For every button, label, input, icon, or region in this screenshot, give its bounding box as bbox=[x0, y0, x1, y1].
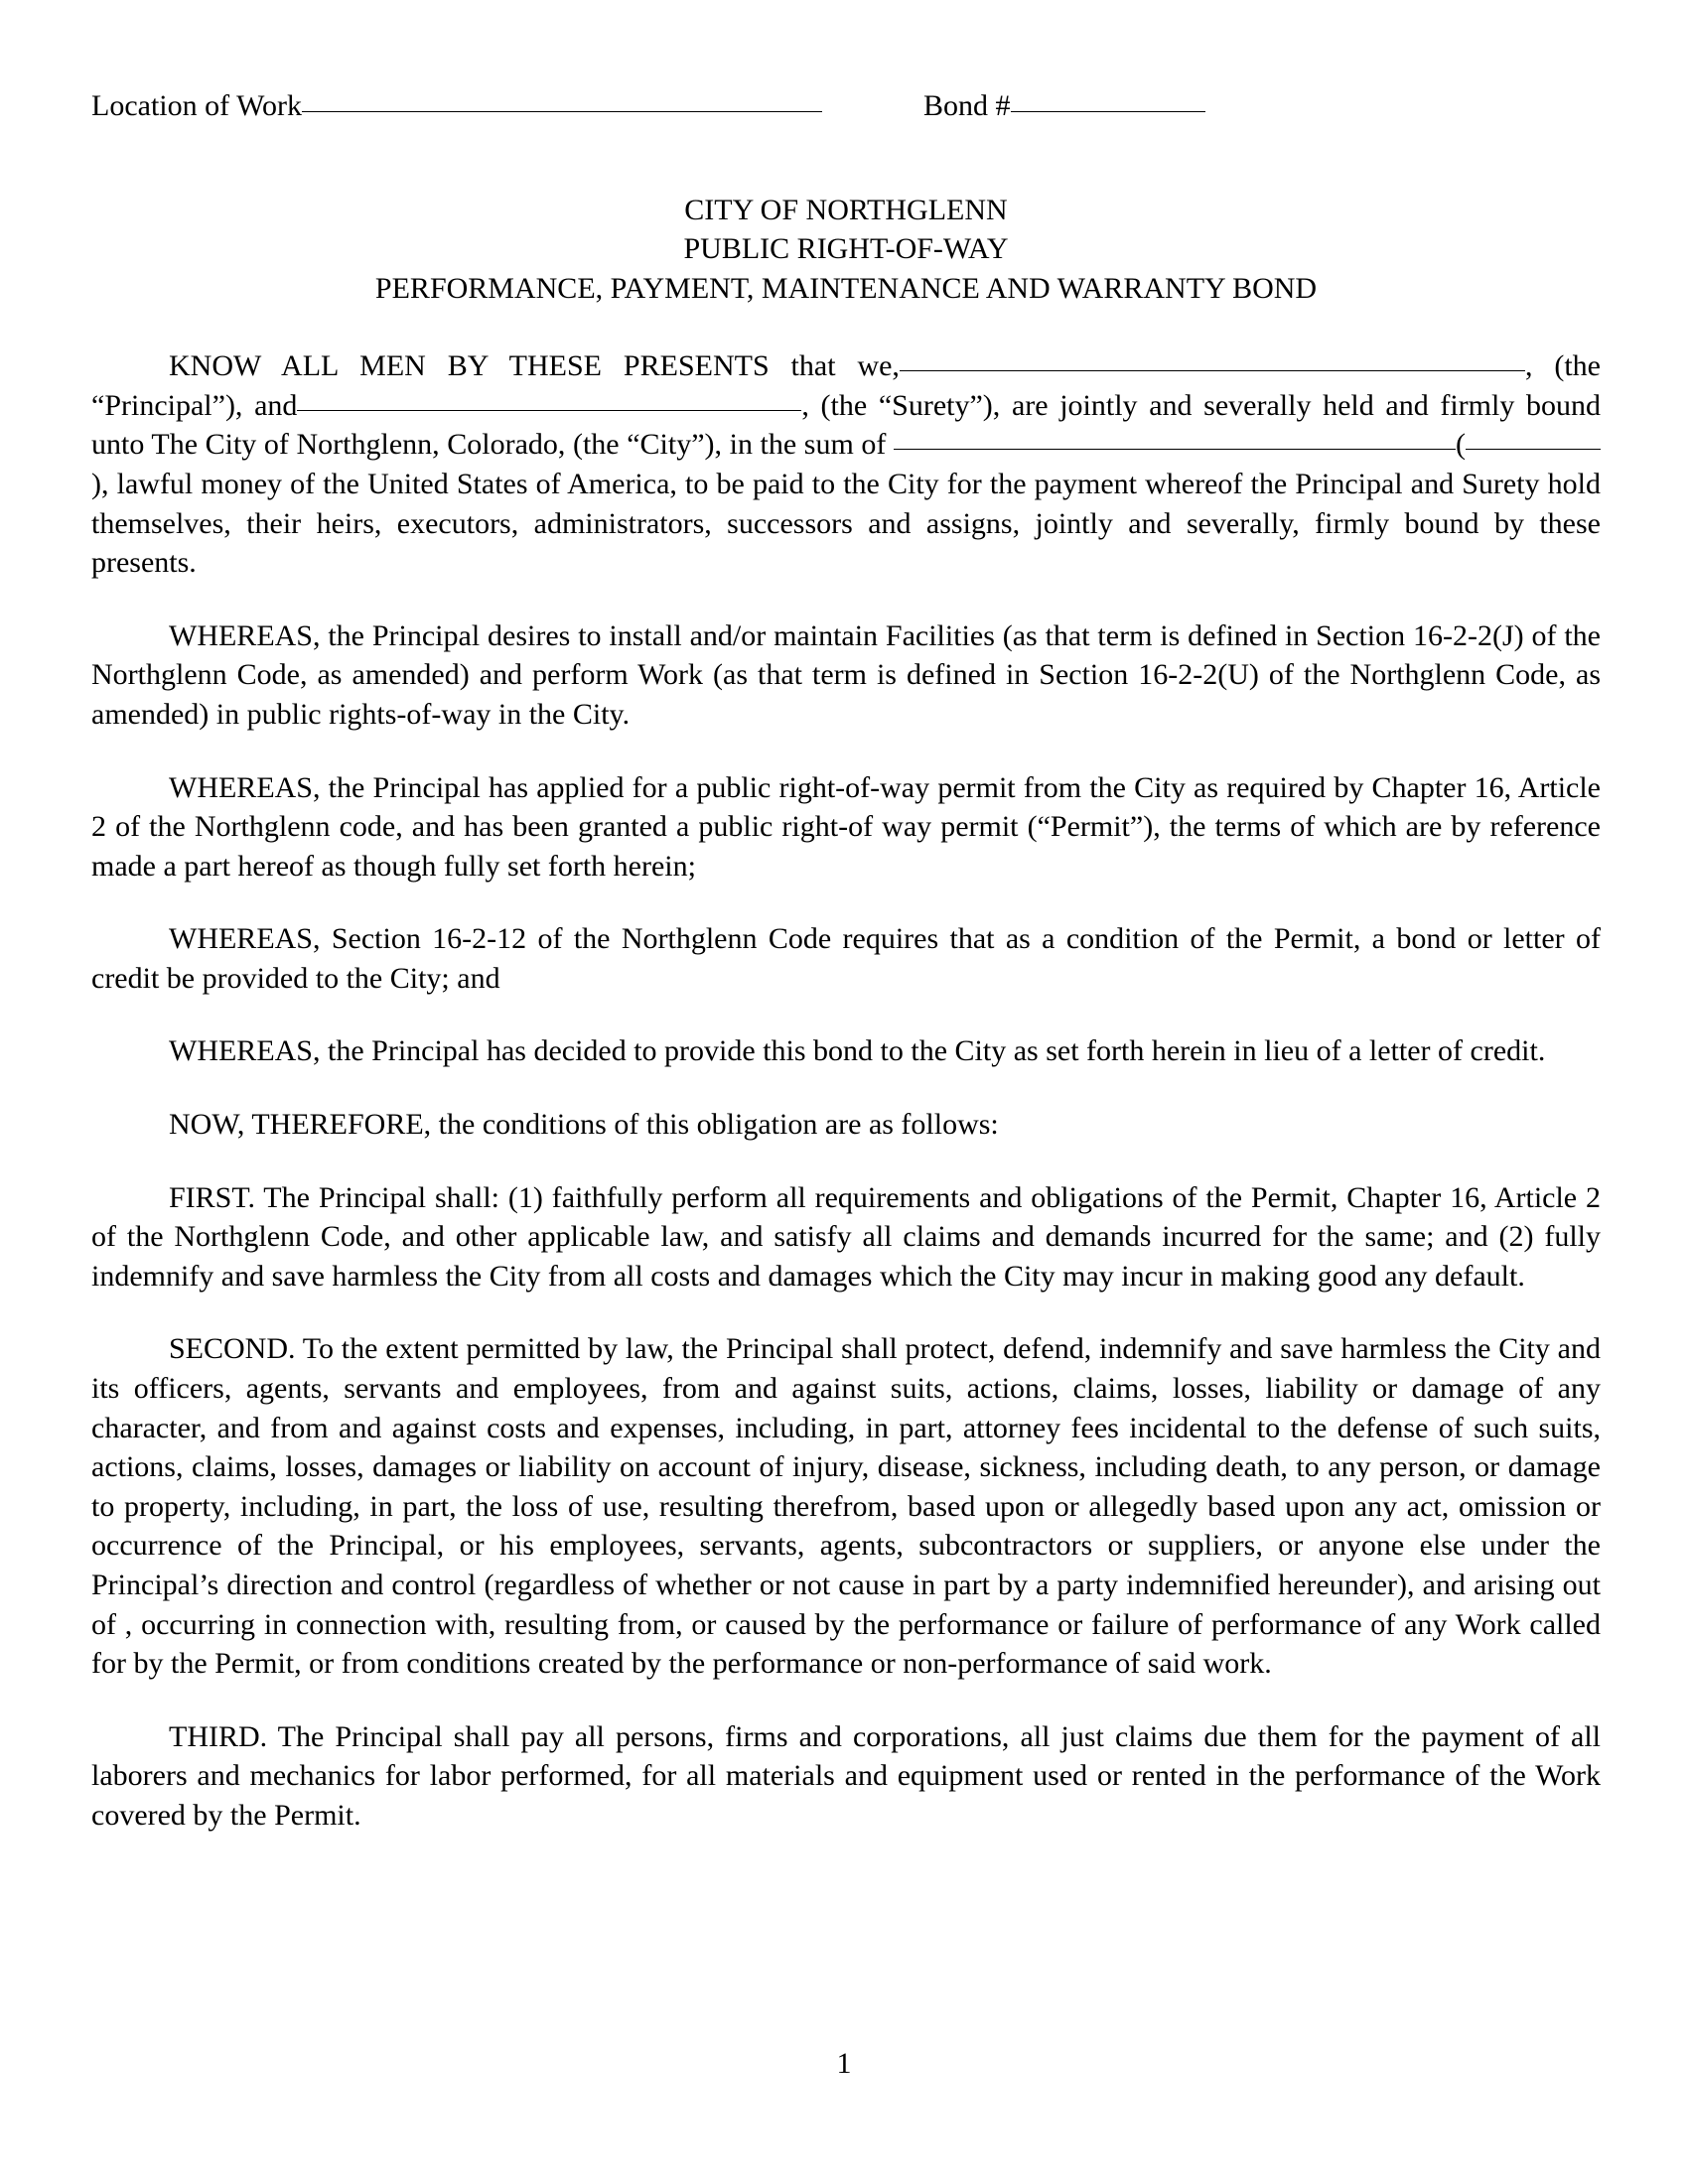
paragraph-whereas-1 bbox=[91, 616, 1601, 735]
bond-sum-words-blank[interactable] bbox=[894, 448, 1456, 450]
preamble-text-c: (the “Principal”), and bbox=[91, 349, 1601, 422]
location-of-work-blank[interactable] bbox=[302, 110, 822, 112]
whereas-3-text: WHEREAS, Section 16-2-12 of the Northglenn Code requires that as a condition of the Permit, a bond or letter of credit be provided to the City; and bbox=[91, 922, 1601, 995]
whereas-1-text: WHEREAS, the Principal desires to install and/or maintain Facilities (as that term is defined in Section 16-2-2(J) of the Northglenn Code, as amended) and perform Work (as that term is defined in Section 16-2-2(U) of the Northglenn Code, as amended) in public rights-of-way in the City. bbox=[91, 618, 1601, 731]
now-therefore-text: NOW, THEREFORE, the conditions of this obligation are as follows: bbox=[169, 1108, 999, 1142]
whereas-2-text: WHEREAS, the Principal has applied for a public right-of-way permit from the City as required by Chapter 16, Article 2 of the Northglenn code, and has been granted a public right-of way permit (“Permit”), the terms of which are by reference made a part hereof as though fully set forth herein; bbox=[91, 770, 1601, 883]
bond-number-blank[interactable] bbox=[1011, 110, 1205, 112]
paragraph-second bbox=[91, 1329, 1601, 1683]
paragraph-whereas-3 bbox=[91, 919, 1601, 998]
whereas-4-text: WHEREAS, the Principal has decided to provide this bond to the City as set forth herein in lieu of a letter of credit. bbox=[169, 1034, 1546, 1068]
title-line-subject: PUBLIC RIGHT-OF-WAY bbox=[683, 232, 1009, 266]
location-of-work-field bbox=[91, 87, 822, 125]
first-condition-text: FIRST. The Principal shall: (1) faithfully perform all requirements and obligations of the Permit, Chapter 16, Article 2 of the Northglenn Code, and other applicable law, and satisfy all claims and demands incurred for the same; and (2) fully indemnify and save harmless the City from all costs and damages which the City may incur in making good any default. bbox=[91, 1180, 1601, 1293]
document-title-block bbox=[91, 191, 1601, 310]
principal-name-blank-2[interactable] bbox=[1376, 369, 1525, 371]
paragraph-first bbox=[91, 1178, 1601, 1297]
title-line-bond-type: PERFORMANCE, PAYMENT, MAINTENANCE AND WARRANTY BOND bbox=[374, 272, 1318, 306]
preamble-text-e: ( bbox=[1456, 428, 1467, 462]
bond-number-label: Bond # bbox=[922, 89, 1011, 122]
location-of-work-label: Location of Work bbox=[91, 89, 302, 122]
paragraph-now-therefore bbox=[91, 1105, 1601, 1145]
document-content bbox=[91, 87, 1601, 1836]
surety-name-blank-2[interactable] bbox=[543, 409, 801, 411]
surety-name-blank[interactable] bbox=[297, 409, 543, 411]
preamble-text-d: , (the “Surety”), are jointly and severally held and firmly bound unto The City of Northglenn, Colorado, (the “City”), in the sum of bbox=[91, 388, 1601, 462]
principal-name-blank[interactable] bbox=[900, 369, 1376, 371]
bond-number-field bbox=[923, 87, 1205, 125]
title-line-city: CITY OF NORTHGLENN bbox=[684, 193, 1008, 226]
third-condition-text: THIRD. The Principal shall pay all persons, firms and corporations, all just claims due them for the payment of all laborers and mechanics for labor performed, for all materials and equipment used or rented in the performance of the Work covered by the Permit. bbox=[91, 1719, 1601, 1832]
page-number: 1 bbox=[836, 2047, 852, 2080]
second-condition-text: SECOND. To the extent permitted by law, the Principal shall protect, defend, indemnify and save harmless the City and its officers, agents, servants and employees, from and against suits, actions, claims, losses, liability or damage of any character, and from and against costs and expenses, including, in part, attorney fees incidental to the defense of such suits, actions, claims, losses, damages or liability on account of injury, disease, sickness, including death, to any person, or damage to property, including, in part, the loss of use, resulting therefrom, based upon or allegedly based upon any act, omission or occurrence of the Principal, or his employees, servants, agents, subcontractors or suppliers, or anyone else under the Principal’s direction and control (regardless of whether or not cause in part by a party indemnified hereunder), and arising out of , occurring in connection with, resulting from, or caused by the performance or failure of performance of any Work called for by the Permit, or from conditions created by the performance or non-performance of said work. bbox=[91, 1332, 1601, 1681]
preamble-text-f: ), lawful money of the United States of America, to be paid to the City for the payment whereof the Principal and Surety hold themselves, their heirs, executors, administrators, successors and assigns, jointly and severally, firmly bound by these presents. bbox=[91, 467, 1601, 580]
paragraph-preamble bbox=[91, 346, 1601, 583]
paragraph-whereas-2 bbox=[91, 768, 1601, 887]
paragraph-third bbox=[91, 1717, 1601, 1836]
bond-sum-figures-blank[interactable] bbox=[1466, 448, 1601, 450]
preamble-text-b: , bbox=[1524, 349, 1533, 383]
form-header-row bbox=[91, 87, 1601, 125]
preamble-text-a: KNOW ALL MEN BY THESE PRESENTS that we, bbox=[169, 349, 900, 383]
paragraph-whereas-4 bbox=[91, 1031, 1601, 1071]
